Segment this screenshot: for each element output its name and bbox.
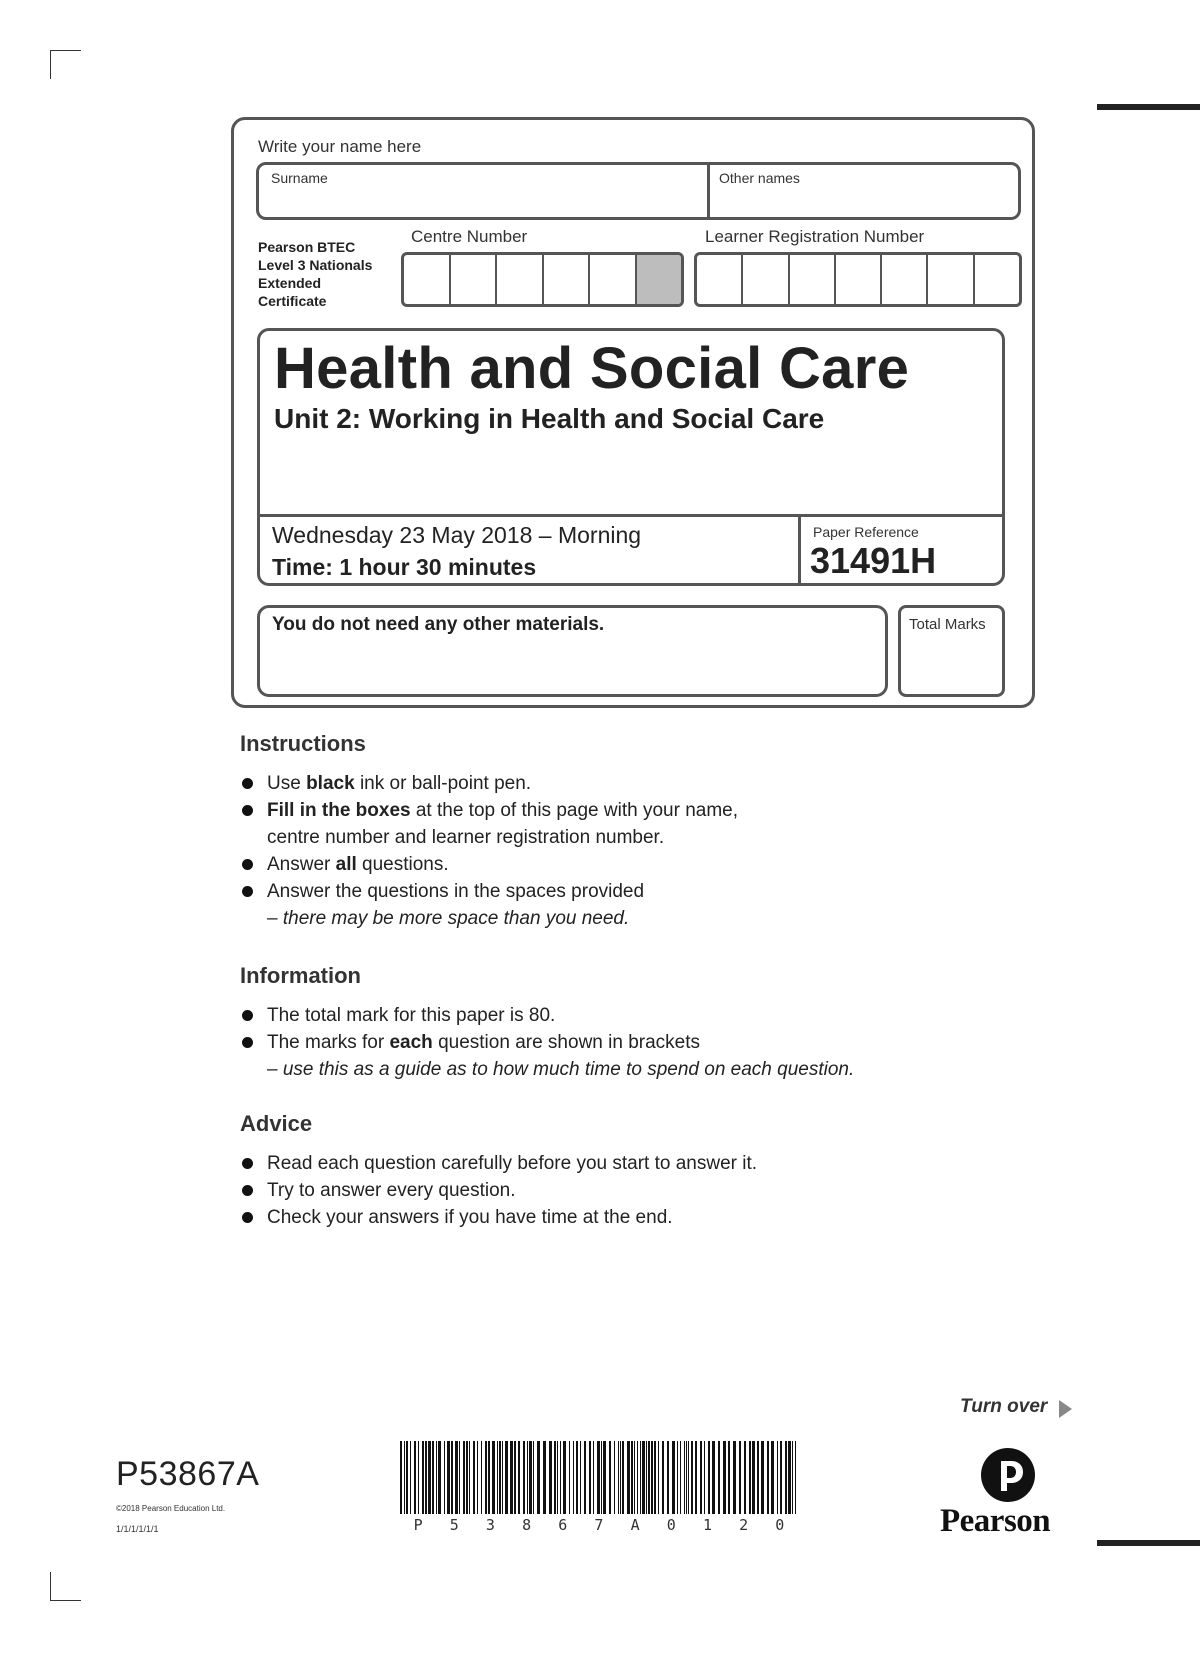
list-item: Answer all questions. [241, 851, 941, 878]
list-item: Use black ink or ball-point pen. [241, 770, 941, 797]
digit-box[interactable] [743, 255, 789, 304]
barcode-digit: 2 [739, 1516, 749, 1534]
barcode-digit: 0 [666, 1516, 676, 1534]
qualification-line: Certificate [258, 293, 327, 309]
paper-reference: 31491H [810, 540, 937, 581]
digit-box[interactable] [928, 255, 974, 304]
write-name-label: Write your name here [258, 137, 422, 156]
subject-title: Health and Social Care [274, 336, 910, 401]
edge-mark-bottom [1097, 1540, 1200, 1546]
barcode-digit: 8 [522, 1516, 532, 1534]
unit-title: Unit 2: Working in Health and Social Care [274, 403, 825, 434]
crop-mark-top-left [50, 50, 81, 79]
barcode-icon [400, 1441, 798, 1514]
digit-box[interactable] [497, 255, 544, 304]
qualification-line: Pearson BTEC [258, 239, 356, 255]
name-field-box[interactable] [256, 162, 1021, 220]
list-item: Try to answer every question. [241, 1177, 941, 1204]
barcode-digits [400, 1516, 798, 1534]
barcode-digit: A [630, 1516, 640, 1534]
barcode-digit: P [413, 1516, 423, 1534]
arrow-right-icon [1059, 1400, 1072, 1418]
digit-box[interactable] [544, 255, 591, 304]
barcode-digit: 3 [485, 1516, 495, 1534]
list-item: The marks for each question are shown in brackets – use this as a guide as to how much time to spend on each question. [241, 1029, 941, 1083]
list-item: The total mark for this paper is 80. [241, 1002, 941, 1029]
barcode-digit: 0 [775, 1516, 785, 1534]
list-item: Read each question carefully before you start to answer it. [241, 1150, 941, 1177]
paper-code: P53867A [116, 1455, 260, 1493]
total-marks-box [898, 605, 1005, 697]
digit-box[interactable] [697, 255, 743, 304]
barcode-digit: 7 [594, 1516, 604, 1534]
paper-reference-label: Paper Reference [813, 524, 919, 540]
exam-title-box [257, 328, 1005, 586]
pearson-logo-icon [980, 1447, 1036, 1503]
digit-box[interactable] [404, 255, 451, 304]
instructions-list [241, 770, 941, 932]
materials-box [257, 605, 888, 697]
barcode-digit: 5 [449, 1516, 459, 1534]
centre-number-label: Centre Number [411, 227, 528, 246]
digit-box[interactable] [836, 255, 882, 304]
learner-reg-label: Learner Registration Number [705, 227, 925, 246]
list-item: Check your answers if you have time at the end. [241, 1204, 941, 1231]
advice-heading: Advice [240, 1111, 313, 1136]
qualification-label [258, 238, 372, 310]
advice-list [241, 1150, 941, 1231]
edge-mark-top [1097, 104, 1200, 110]
digit-box[interactable] [451, 255, 498, 304]
surname-label: Surname [271, 170, 328, 186]
digit-box[interactable] [790, 255, 836, 304]
series-code: 1/1/1/1/1/1 [116, 1524, 159, 1534]
title-divider [260, 514, 1002, 517]
information-list [241, 1002, 941, 1083]
digit-box[interactable] [590, 255, 637, 304]
exam-date: Wednesday 23 May 2018 – Morning [272, 522, 642, 548]
exam-time: Time: 1 hour 30 minutes [272, 554, 537, 580]
title-divider-vertical [798, 514, 801, 586]
digit-box[interactable] [975, 255, 1019, 304]
digit-box-shaded [637, 255, 682, 304]
crop-mark-bottom-left [50, 1572, 81, 1601]
information-heading: Information [240, 963, 361, 988]
instructions-heading: Instructions [240, 731, 366, 756]
barcode-digit: 6 [558, 1516, 568, 1534]
materials-text: You do not need any other materials. [272, 614, 605, 635]
other-names-label: Other names [719, 170, 800, 186]
list-item: Fill in the boxes at the top of this page with your name, centre number and learner registration number. [241, 797, 941, 851]
qualification-line: Extended [258, 275, 322, 291]
learner-reg-boxes[interactable] [694, 252, 1022, 307]
qualification-line: Level 3 Nationals [258, 257, 373, 273]
digit-box[interactable] [882, 255, 928, 304]
name-divider [707, 162, 710, 220]
barcode-digit: 1 [702, 1516, 712, 1534]
centre-number-boxes[interactable] [401, 252, 684, 307]
list-item: Answer the questions in the spaces provided – there may be more space than you need. [241, 878, 941, 932]
publisher-logo-text: Pearson [940, 1503, 1051, 1539]
turn-over-label: Turn over [960, 1396, 1048, 1417]
copyright: ©2018 Pearson Education Ltd. [116, 1504, 226, 1513]
total-marks-label: Total Marks [909, 616, 986, 633]
